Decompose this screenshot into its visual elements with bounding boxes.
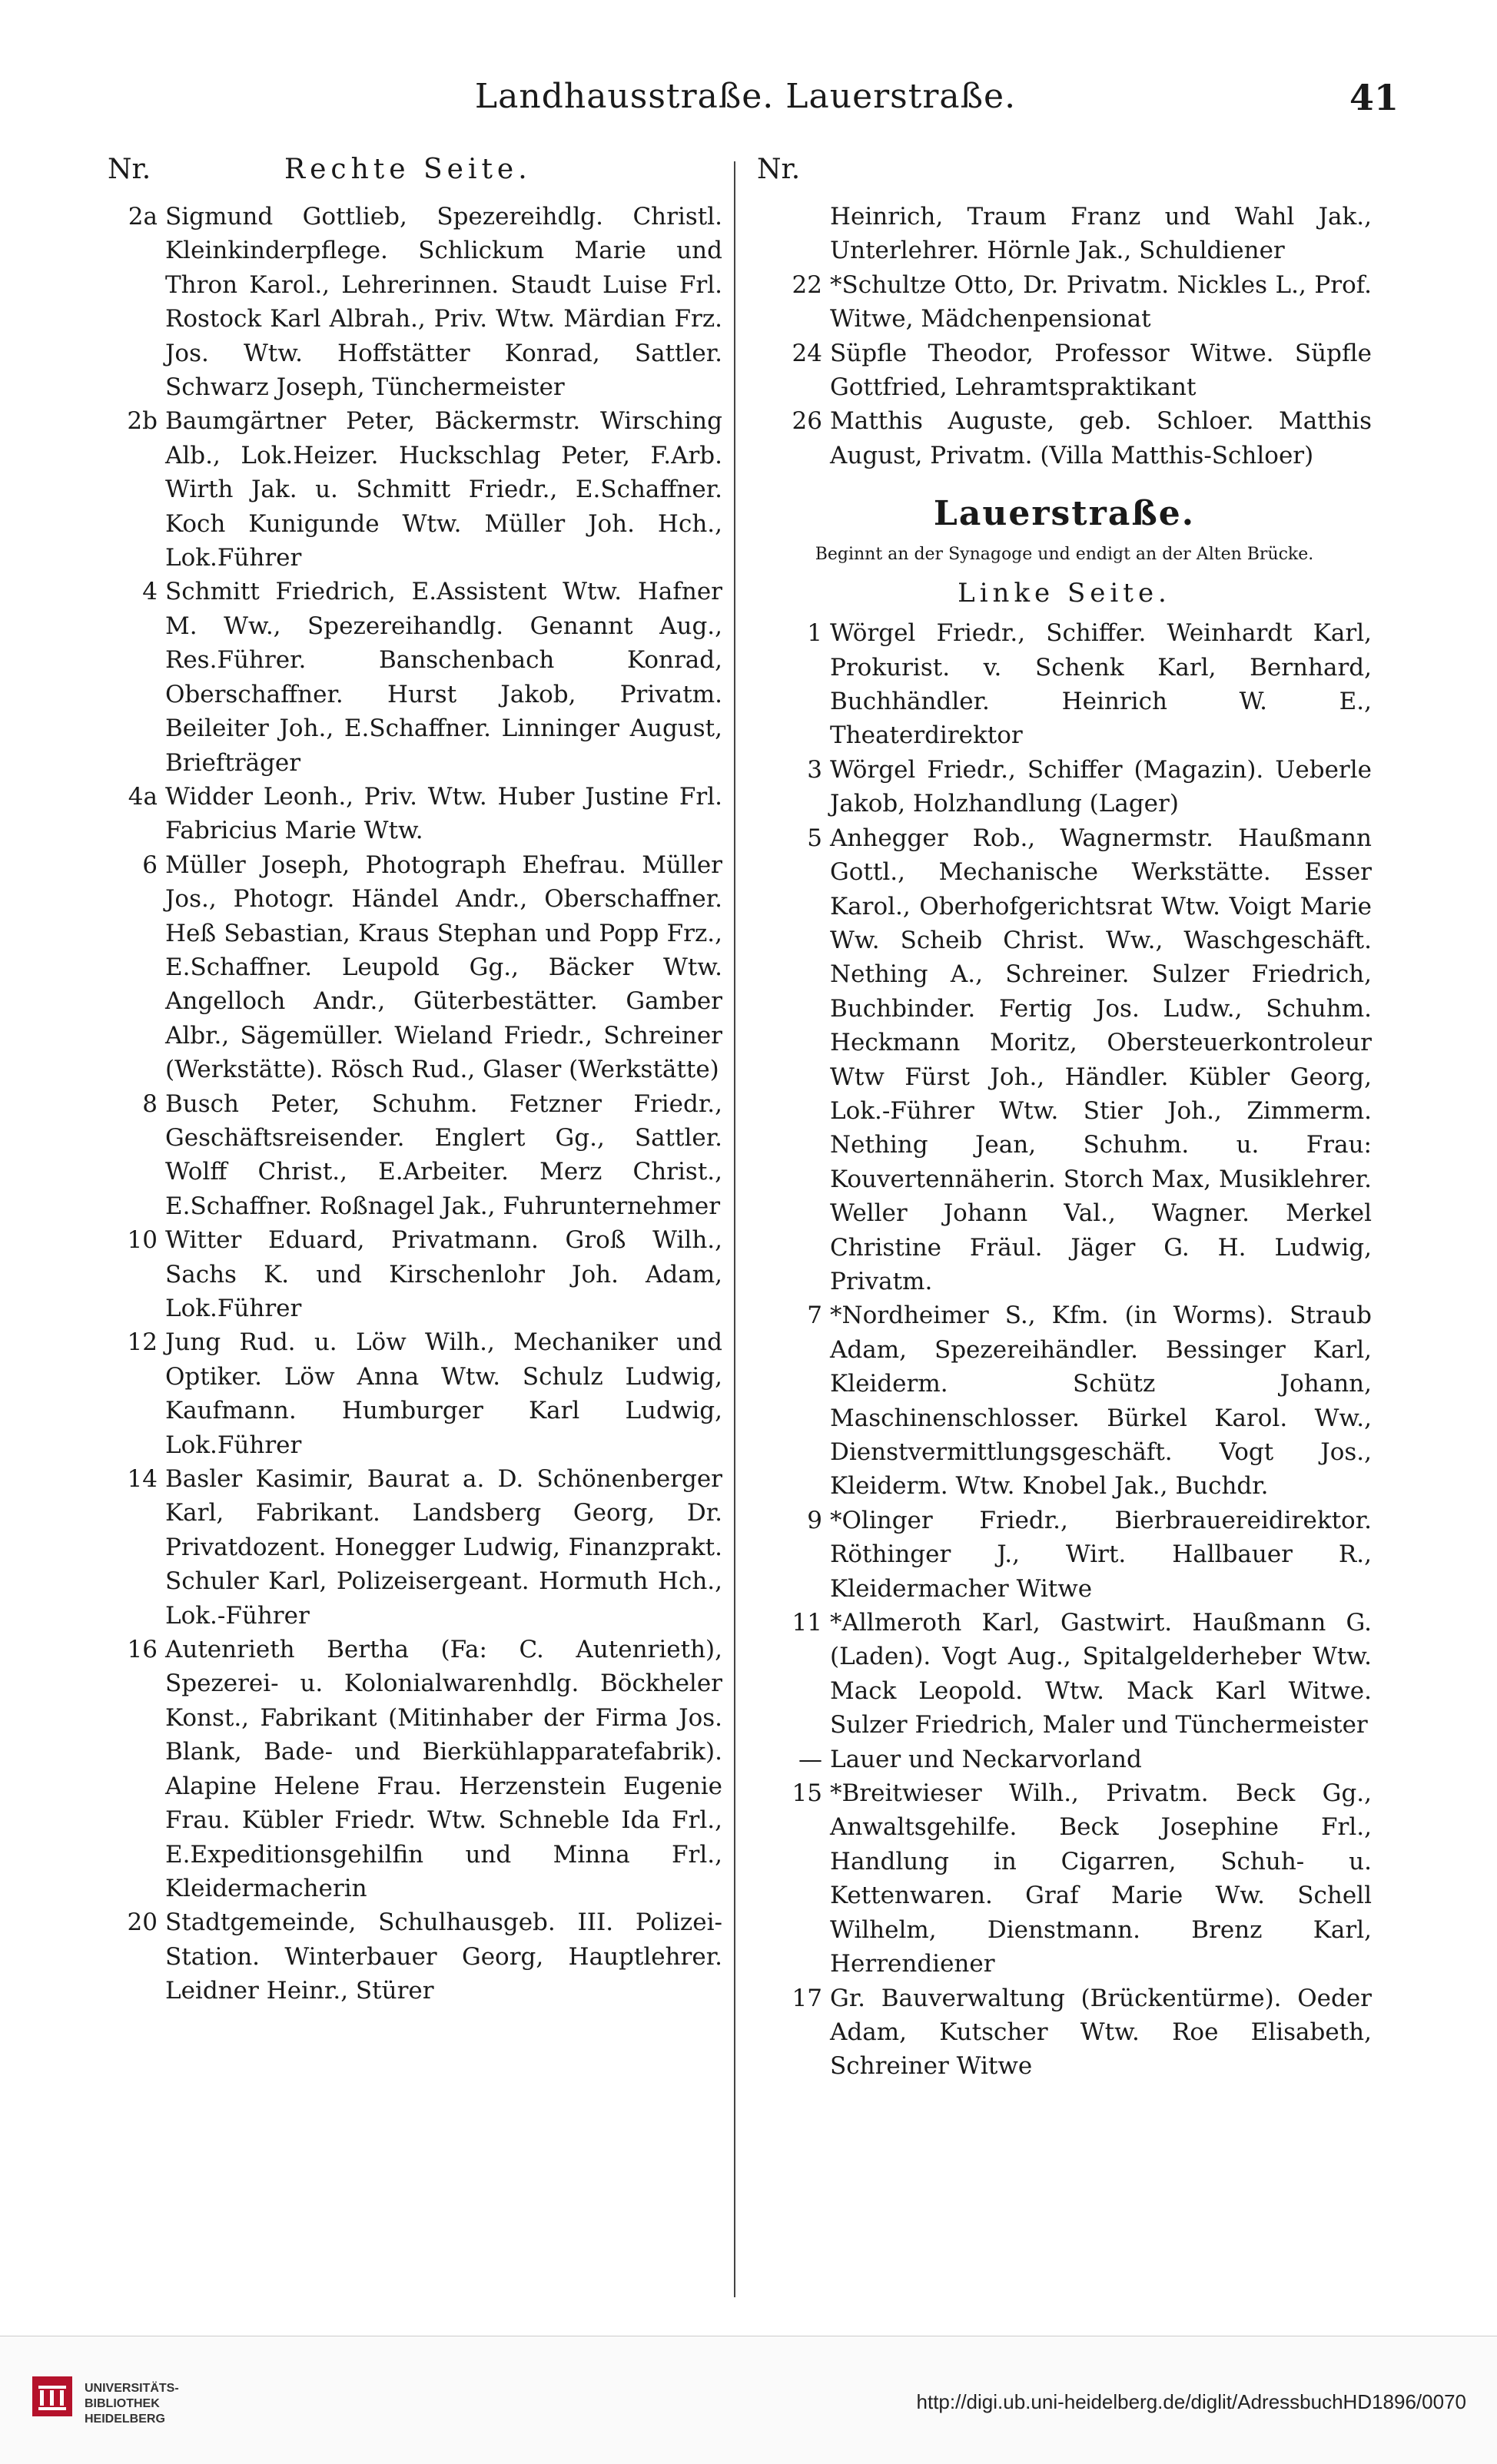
- entry-text: *Nordheimer S., Kfm. (in Worms). Straub Adam, Spezereihändler. Bessinger Karl, Kleiderm. Schütz Johann, Maschinenschlosser. Bürkel Karol. Ww., Dienstvermittlungsgeschäft. Vogt Jos., Kleiderm. Wtw. Knobel Jak., Buchdr.: [830, 1302, 1372, 1501]
- entry-text: Jung Rud. u. Löw Wilh., Mechaniker und Optiker. Löw Anna Wtw. Schulz Ludwig, Kaufmann. Humburger Karl Ludwig, Lok.Führer: [165, 1328, 722, 1459]
- entry-text: *Breitwieser Wilh., Privatm. Beck Gg., Anwaltsgehilfe. Beck Josephine Frl., Handlung in Cigarren, Schuh- u. Kettenwaren. Graf Marie Ww. Schell Wilhelm, Dienstmann. Brenz Karl, Herrendiener: [830, 1779, 1372, 1978]
- entry-text: Basler Kasimir, Baurat a. D. Schönenberger Karl, Fabrikant. Landsberg Georg, Dr. Privatdozent. Honegger Ludwig, Finanzprakt. Schuler Karl, Polizeisergeant. Hormuth Hch., Lok.-Führer: [165, 1465, 722, 1630]
- house-number: —: [798, 1745, 822, 1773]
- address-entry: [92, 1633, 722, 1905]
- entry-text: Baumgärtner Peter, Bäckermstr. Wirsching Alb., Lok.Heizer. Huckschlag Peter, F.Arb. Wirth Jak. u. Schmitt Friedr., E.Schaffner. Koch Kunigunde Wtw. Müller Joh. Hch., Lok.Führer: [165, 407, 722, 572]
- entry-text: Schmitt Friedrich, E.Assistent Wtw. Hafner M. Ww., Spezereihandlg. Genannt Aug., Res.Führer. Banschenbach Konrad, Oberschaffner. Hurst Jakob, Privatm. Beileiter Joh., E.Schaffner. Linninger August, Briefträger: [165, 578, 722, 777]
- house-number: 10: [127, 1226, 158, 1255]
- address-entry: [92, 575, 722, 779]
- house-number: 11: [792, 1609, 822, 1637]
- entry-text: Witter Eduard, Privatmann. Groß Wilh., Sachs K. und Kirschenlohr Joh. Adam, Lok.Führer: [165, 1226, 722, 1322]
- footer: [0, 2336, 1497, 2464]
- address-entry: [92, 1087, 722, 1224]
- house-number: 22: [792, 270, 822, 299]
- entry-text: *Schultze Otto, Dr. Privatm. Nickles L., Prof. Witwe, Mädchenpensionat: [830, 270, 1372, 333]
- column-divider: [734, 161, 735, 2297]
- address-entry: [757, 337, 1372, 405]
- library-name-line: BIBLIOTHEK: [85, 2397, 160, 2410]
- entry-text: Heinrich, Traum Franz und Wahl Jak., Unterlehrer. Hörnle Jak., Schuldiener: [830, 203, 1372, 265]
- entry-text: *Olinger Friedr., Bierbrauereidirektor. Röthinger J., Wirt. Hallbauer R., Kleidermacher Witwe: [830, 1506, 1372, 1603]
- entry-text: Lauer und Neckarvorland: [830, 1745, 1142, 1773]
- side-label: Rechte Seite.: [284, 154, 532, 185]
- library-name-line: HEIDELBERG: [85, 2413, 165, 2426]
- house-number: 24: [792, 339, 822, 367]
- address-entry: [92, 404, 722, 575]
- library-name: [85, 2381, 179, 2427]
- house-number: 9: [807, 1506, 822, 1534]
- address-entry: [757, 1298, 1372, 1503]
- house-number: 20: [127, 1909, 158, 1937]
- house-number: 15: [792, 1779, 822, 1808]
- entry-text: Busch Peter, Schuhm. Fetzner Friedr., Geschäftsreisender. Englert Gg., Sattler. Wolff Christ., E.Arbeiter. Merz Christ., E.Schaffner. Roßnagel Jak., Fuhrunternehmer: [165, 1089, 722, 1220]
- house-number: 6: [142, 851, 158, 879]
- right-entries-top: [757, 268, 1372, 473]
- house-number: 1: [807, 619, 822, 648]
- entry-text: Stadtgemeinde, Schulhausgeb. III. Polizei-Station. Winterbauer Georg, Hauptlehrer. Leidner Heinr., Stürer: [165, 1909, 722, 2005]
- address-entry: [757, 821, 1372, 1299]
- entry-text: Gr. Bauverwaltung (Brückentürme). Oeder Adam, Kutscher Wtw. Roe Elisabeth, Schreiner Witwe: [830, 1984, 1372, 2081]
- address-entry: [757, 1776, 1372, 1981]
- street-title: Lauerstraße.: [933, 494, 1196, 534]
- address-entry: [92, 1223, 722, 1325]
- right-column-header: [757, 154, 1372, 200]
- house-number: 2a: [128, 203, 158, 230]
- house-number: 12: [127, 1328, 158, 1357]
- entry-text: Anhegger Rob., Wagnermstr. Haußmann Gottl., Mechanische Werkstätte. Esser Karol., Oberhofgerichtsrat Wtw. Voigt Marie Ww. Scheib Christ. Ww., Waschgeschäft. Nething A., Schreiner. Sulzer Friedrich, Buchbinder. Fertig Jos. Ludw., Schuhm. Heckmann Moritz, Obersteuerkontroleur Wtw Fürst Joh., Händler. Kübler Georg, Lok.-Führer Wtw. Stier Joh., Zimmerm. Nething Jean, Schuhm. u. Frau: Kouvertennäherin. Storch Max, Musiklehrer. Weller Johann Val., Wagner. Merkel Christine Fräul. Jäger G. H. Ludwig, Privatm.: [830, 824, 1372, 1295]
- address-entry: [92, 780, 722, 848]
- left-entries: [92, 200, 722, 2008]
- house-number: 7: [807, 1302, 822, 1330]
- address-entry: [92, 1462, 722, 1633]
- address-entry: [757, 1606, 1372, 1743]
- entry-text: Müller Joseph, Photograph Ehefrau. Müller Jos., Photogr. Händel Andr., Oberschaffner. Heß Sebastian, Kraus Stephan und Popp Frz., E.Schaffner. Leupold Gg., Bäcker Wtw. Angelloch Andr., Güterbestätter. Gamber Albr., Sägemüller. Wieland Friedr., Schreiner (Werkstätte). Rösch Rud., Glaser (Werkstätte): [165, 851, 722, 1084]
- house-number: 4: [142, 578, 158, 606]
- entry-text: Widder Leonh., Priv. Wtw. Huber Justine Frl. Fabricius Marie Wtw.: [165, 782, 722, 845]
- page-number: 41: [1349, 77, 1399, 118]
- street-description: Beginnt an der Synagoge und endigt an der Alten Brücke.: [815, 545, 1314, 565]
- source-url[interactable]: http://digi.ub.uni-heidelberg.de/diglit/AdressbuchHD1896/0070: [916, 2390, 1466, 2413]
- house-number: 14: [127, 1465, 158, 1494]
- house-number: 16: [127, 1636, 158, 1664]
- address-entry: [92, 200, 722, 404]
- house-number: 4a: [128, 782, 158, 811]
- address-entry: [757, 404, 1372, 473]
- address-entry: [757, 616, 1372, 753]
- house-number: 8: [142, 1089, 158, 1118]
- house-number: 5: [807, 824, 822, 852]
- right-entries: [757, 616, 1372, 2083]
- entry-text: Sigmund Gottlieb, Spezereihdlg. Christl. Kleinkinderpflege. Schlickum Marie und Thron Karol., Lehrerinnen. Staudt Luise Frl. Rostock Karl Albrah., Priv. Wtw. Märdian Frz. Jos. Wtw. Hoffstätter Konrad, Sattler. Schwarz Joseph, Tünchermeister: [165, 203, 722, 402]
- right-column: [757, 154, 1372, 2084]
- address-entry: [757, 268, 1372, 337]
- nr-label: Nr.: [108, 154, 151, 185]
- library-logo-icon: [31, 2375, 74, 2418]
- entry-text: Matthis Auguste, geb. Schloer. Matthis August, Privatm. (Villa Matthis-Schloer): [830, 407, 1372, 469]
- address-entry: [757, 1981, 1372, 2084]
- running-title: Landhausstraße. Lauerstraße.: [474, 77, 1017, 116]
- continuation-entry: [757, 200, 1372, 268]
- address-entry: [92, 1905, 722, 2008]
- entry-text: Wörgel Friedr., Schiffer (Magazin). Ueberle Jakob, Holzhandlung (Lager): [830, 755, 1372, 818]
- address-entry: [757, 753, 1372, 821]
- nr-label: Nr.: [757, 154, 801, 185]
- left-column: [92, 154, 722, 2008]
- address-entry: [757, 1743, 1372, 1776]
- running-head: [92, 77, 1399, 123]
- address-entry: [92, 848, 722, 1087]
- entry-text: Wörgel Friedr., Schiffer. Weinhardt Karl, Prokurist. v. Schenk Karl, Bernhard, Buchhändler. Heinrich W. E., Theaterdirektor: [830, 619, 1372, 750]
- address-entry: [92, 1325, 722, 1462]
- house-number: 17: [792, 1984, 822, 2012]
- left-column-header: [92, 154, 722, 200]
- entry-text: *Allmeroth Karl, Gastwirt. Haußmann G. (Laden). Vogt Aug., Spitalgelderheber Wtw. Mack Leopold. Wtw. Mack Karl Witwe. Sulzer Friedrich, Maler und Tünchermeister: [830, 1609, 1372, 1739]
- house-number: 26: [792, 407, 822, 436]
- library-name-line: UNIVERSITÄTS-: [85, 2382, 179, 2395]
- house-number: 2b: [127, 407, 158, 436]
- side-label: Linke Seite.: [958, 578, 1171, 609]
- address-entry: [757, 1504, 1372, 1606]
- entry-text: Süpfle Theodor, Professor Witwe. Süpfle Gottfried, Lehramtspraktikant: [830, 339, 1372, 402]
- house-number: 3: [807, 755, 822, 784]
- entry-text: Autenrieth Bertha (Fa: C. Autenrieth), Spezerei- u. Kolonialwarenhdlg. Böckheler Konst., Fabrikant (Mitinhaber der Firma Jos. Blank, Bade- und Bierkühlapparatefabrik). Alapine Helene Frau. Herzenstein Eugenie Frau. Kübler Friedr. Wtw. Schneble Ida Frl., E.Expeditionsgehilfin und Minna Frl., Kleidermacherin: [165, 1636, 722, 1902]
